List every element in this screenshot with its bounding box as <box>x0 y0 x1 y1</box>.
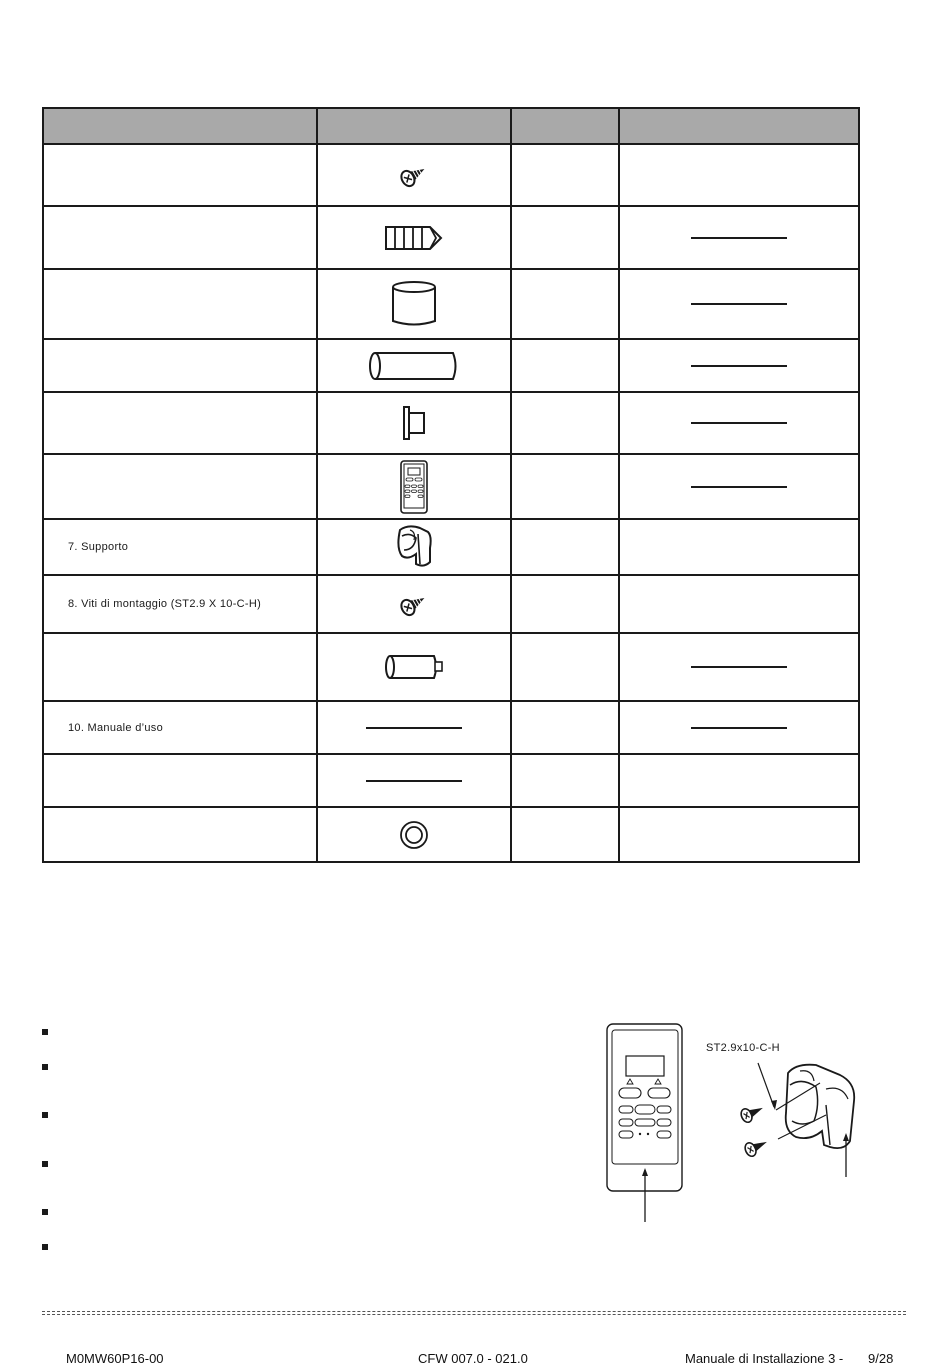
not-applicable-line <box>691 486 787 488</box>
row-name: 10. Manuale d’uso <box>43 701 317 754</box>
screw-icon <box>399 161 429 189</box>
battery-icon <box>383 653 445 681</box>
row-qty <box>511 392 619 454</box>
row-note <box>619 144 859 206</box>
row-name <box>43 633 317 701</box>
table-row <box>43 701 859 754</box>
row-name <box>43 339 317 392</box>
row-qty <box>511 269 619 339</box>
remote-control-illustration <box>600 1020 690 1225</box>
header-image <box>317 108 511 144</box>
row-qty <box>511 633 619 701</box>
no-image-line <box>366 780 462 782</box>
bullet-icon <box>42 1244 48 1250</box>
not-applicable-line <box>691 237 787 239</box>
table-row <box>43 633 859 701</box>
screw-spec-label: ST2.9x10-C-H <box>706 1042 780 1054</box>
row-note <box>619 575 859 633</box>
row-qty <box>511 519 619 575</box>
tube-icon <box>368 350 460 382</box>
bullet-icon <box>42 1029 48 1035</box>
row-qty <box>511 807 619 862</box>
row-name <box>43 206 317 269</box>
not-applicable-line <box>691 365 787 367</box>
header-notes <box>619 108 859 144</box>
row-qty <box>511 454 619 519</box>
cylinder-icon <box>390 279 438 329</box>
not-applicable-line <box>691 666 787 668</box>
row-note <box>619 519 859 575</box>
bullet-icon <box>42 1209 48 1215</box>
row-name <box>43 144 317 206</box>
row-name <box>43 454 317 519</box>
row-name <box>43 754 317 807</box>
no-image-line <box>366 727 462 729</box>
footer-model-range: CFW 007.0 - 021.0 <box>418 1351 528 1366</box>
bullet-icon <box>42 1161 48 1167</box>
row-name <box>43 392 317 454</box>
row-qty <box>511 339 619 392</box>
table-row <box>43 807 859 862</box>
table-row <box>43 206 859 269</box>
remote-control-icon <box>399 459 429 515</box>
drain-joint-icon <box>401 405 427 441</box>
row-qty <box>511 144 619 206</box>
accessories-table <box>42 107 860 863</box>
ring-icon <box>398 819 430 851</box>
screw-icon <box>399 590 429 618</box>
table-row <box>43 754 859 807</box>
row-note <box>619 754 859 807</box>
bullet-icon <box>42 1064 48 1070</box>
row-qty <box>511 575 619 633</box>
row-name: 7. Supporto <box>43 519 317 575</box>
holder-mounting-illustration <box>730 1055 870 1180</box>
table-header-row <box>43 108 859 144</box>
bullet-icon <box>42 1112 48 1118</box>
table-row <box>43 519 859 575</box>
footer-page-number: 9/28 <box>868 1351 894 1366</box>
plug-icon <box>384 225 444 251</box>
row-qty <box>511 701 619 754</box>
table-row <box>43 339 859 392</box>
header-quantity <box>511 108 619 144</box>
row-note <box>619 807 859 862</box>
not-applicable-line <box>691 422 787 424</box>
table-row <box>43 392 859 454</box>
row-qty <box>511 206 619 269</box>
not-applicable-line <box>691 727 787 729</box>
footer-doc-code: M0MW60P16-00 <box>66 1351 164 1366</box>
table-row <box>43 269 859 339</box>
table-row <box>43 454 859 519</box>
footer-divider <box>42 1314 906 1315</box>
footer-manual-title: Manuale di Installazione 3 - <box>685 1351 844 1366</box>
header-name <box>43 108 317 144</box>
row-qty <box>511 754 619 807</box>
row-name: 8. Viti di montaggio (ST2.9 X 10-C-H) <box>43 575 317 633</box>
not-applicable-line <box>691 303 787 305</box>
footer-divider <box>42 1311 906 1312</box>
table-row <box>43 144 859 206</box>
row-name <box>43 269 317 339</box>
holder-icon <box>394 524 434 570</box>
table-row <box>43 575 859 633</box>
row-name <box>43 807 317 862</box>
